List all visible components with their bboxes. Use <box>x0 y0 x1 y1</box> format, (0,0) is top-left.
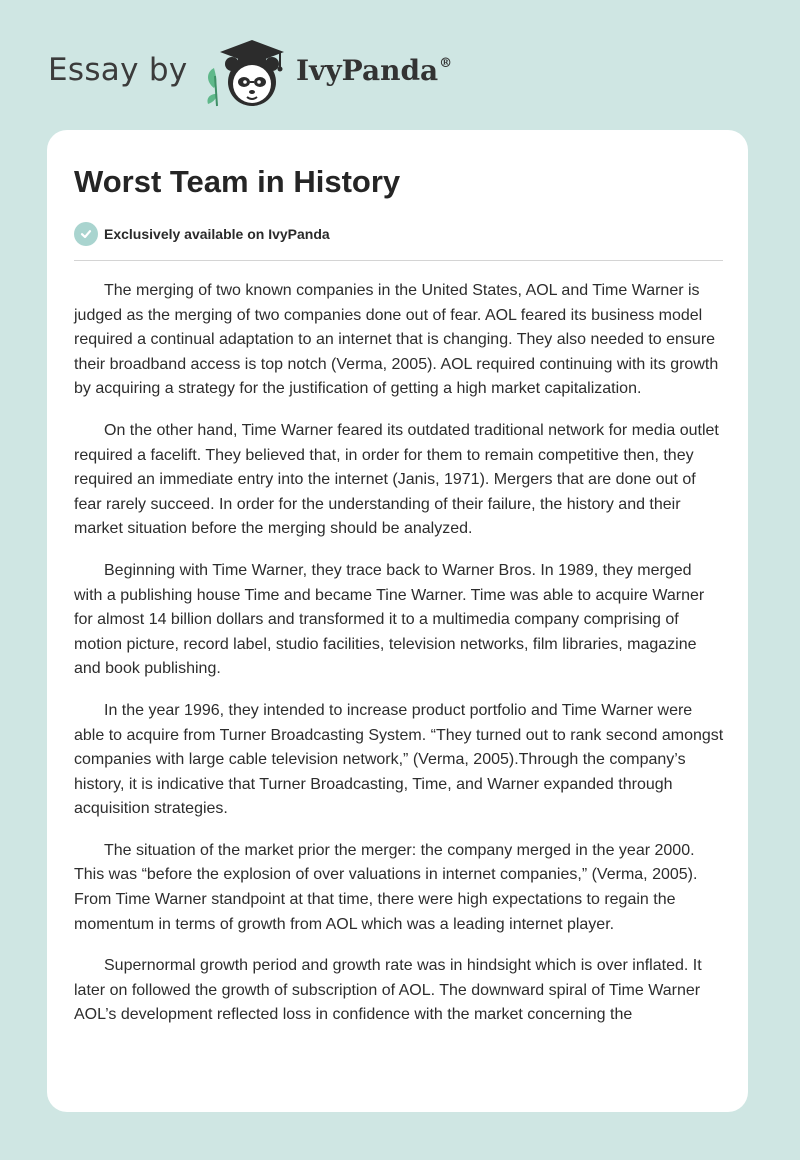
paragraph: Beginning with Time Warner, they trace back to Warner Bros. In 1989, they merged with a publishing house Time and became Tine Warner. Time was able to acquire Warner for almost 14 billion dollars and transformed it to a multimedia company comprising of motion picture, record label, studio facilities, television networks, film libraries, magazine and book publishing. <box>74 561 705 678</box>
registered-mark: ® <box>439 56 453 71</box>
paragraph: The merging of two known companies in the United States, AOL and Time Warner is judged as the merging of two companies done out of fear. AOL feared its business model required a continual adaptation to an internet that is changing. They also needed to ensure their broadband access is top notch (Verma, 2005). AOL required continuing with its growth by acquiring a strategy for the justification of getting a high market capitalization. <box>74 282 719 398</box>
brand-name: IvyPanda <box>296 54 439 87</box>
paragraph: Supernormal growth period and growth rate was in hindsight which is over inflated. It later on followed the growth of subscription of AOL. The downward spiral of Time Warner AOL’s development reflected loss in confidence with the market concerning the <box>74 957 702 1024</box>
divider <box>74 260 723 261</box>
check-circle-icon <box>74 222 98 246</box>
brand-logo-text[interactable] <box>296 54 452 87</box>
essay-by-label: Essay by <box>48 52 188 88</box>
page-title: Worst Team in History <box>74 164 401 199</box>
panda-graduate-icon[interactable] <box>200 36 292 110</box>
essay-body <box>74 279 724 1045</box>
site-header <box>0 0 800 130</box>
essay-card <box>47 130 748 1112</box>
exclusive-badge-label: Exclusively available on IvyPanda <box>104 226 330 242</box>
paragraph: The situation of the market prior the merger: the company merged in the year 2000. This was “before the explosion of over valuations in internet companies,” (Verma, 2005). From Time Warner standpoint at that time, there were high expectations to regain the momentum in terms of growth from AOL which was a leading internet player. <box>74 841 698 933</box>
exclusive-badge <box>74 222 330 246</box>
paragraph: In the year 1996, they intended to increase product portfolio and Time Warner were able to acquire from Turner Broadcasting System. “They turned out to rank second amongst companies with large cable television network,” (Verma, 2005).Through the company’s history, it is indicative that Turner Broadcasting, Time, and Warner expanded through acquisition strategies. <box>74 701 724 818</box>
paragraph: On the other hand, Time Warner feared its outdated traditional network for media outlet required a facelift. They believed that, in order for them to remain competitive then, they required an immediate entry into the internet (Janis, 1971). Mergers that are done out of fear rarely succeed. In order for the understanding of their failure, the history and their market situation before the merging should be analyzed. <box>74 421 719 538</box>
